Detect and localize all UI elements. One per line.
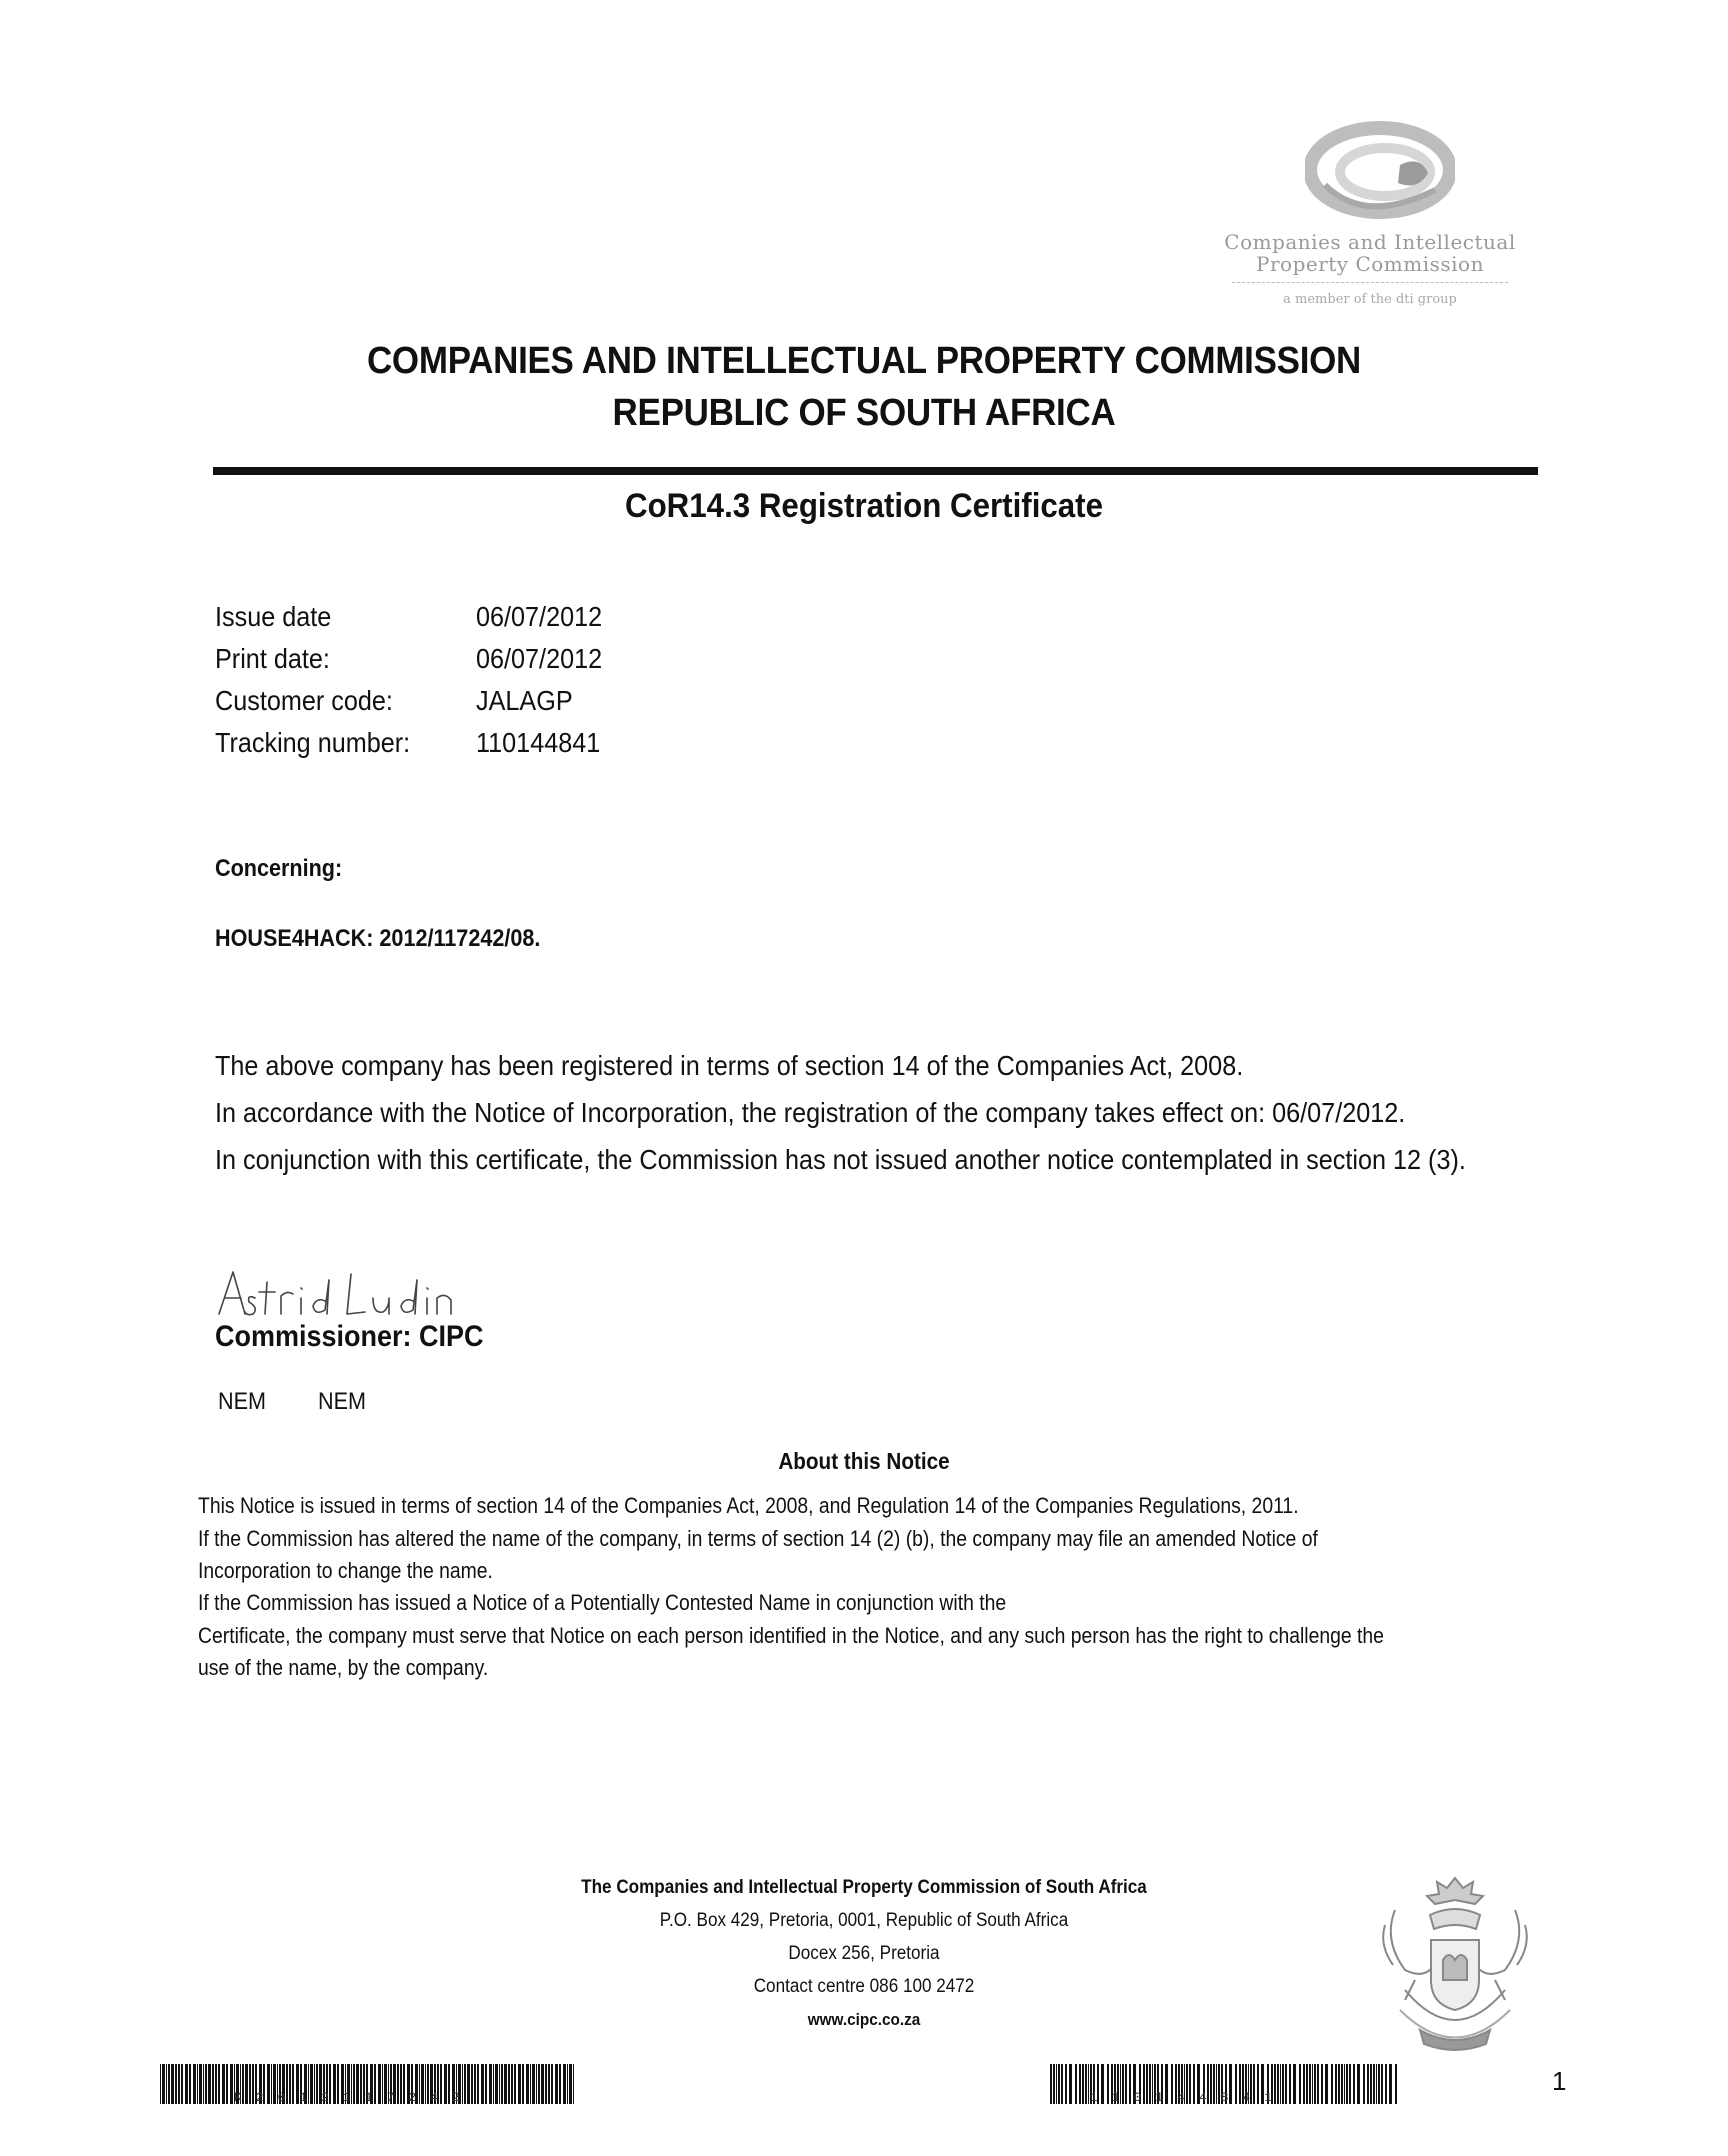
footer-docex: Docex 256, Pretoria — [788, 1943, 940, 1964]
barcode-bar — [563, 2064, 566, 2104]
barcode-bar — [541, 2064, 544, 2104]
issue-date-row — [215, 601, 602, 633]
barcode-bar — [1331, 2064, 1333, 2104]
barcode-bar — [1376, 2064, 1377, 2104]
about-line-2: If the Commission has altered the name of the company, in terms of section 14 (2) (b), the company may file an amended Notice of — [198, 1526, 1318, 1551]
about-line-1: This Notice is issued in terms of section 14 of the Companies Act, 2008, and Regulation 14 of the Companies Regulations, 2011. — [198, 1493, 1299, 1518]
barcode-bar — [1344, 2064, 1345, 2104]
barcode-bar — [171, 2064, 174, 2104]
barcode-bar — [555, 2064, 558, 2104]
barcode-bar — [559, 2064, 561, 2104]
print-date-row — [215, 643, 602, 675]
barcode-bar — [536, 2064, 537, 2104]
barcode-bar — [548, 2064, 550, 2104]
barcode-bar — [1385, 2064, 1387, 2104]
logo-line-2: Property Commission — [1256, 252, 1484, 276]
barcode-bar — [569, 2064, 572, 2104]
customer-code-row — [215, 685, 573, 717]
barcode-bar — [175, 2064, 177, 2104]
barcode-bar — [1346, 2064, 1348, 2104]
barcode-bar — [1353, 2064, 1355, 2104]
barcode-bar — [1367, 2064, 1369, 2104]
barcode-bar — [1378, 2064, 1380, 2104]
barcode-bar — [162, 2064, 165, 2104]
barcode-bar — [212, 2064, 214, 2104]
body-paragraph-1: The above company has been registered in terms of section 14 of the Companies Act, 2008. — [215, 1050, 1244, 1081]
logo-divider — [1232, 282, 1508, 283]
barcode-bar — [1395, 2064, 1397, 2104]
barcode-bar — [1050, 2064, 1052, 2104]
barcode-bar — [1357, 2064, 1360, 2104]
handwritten-signature — [215, 1262, 455, 1322]
footer-contact: Contact centre 086 100 2472 — [753, 1976, 975, 1997]
footer-address: P.O. Box 429, Pretoria, 0001, Republic of South Africa — [659, 1910, 1069, 1931]
barcode-bar — [1309, 2064, 1311, 2104]
barcode-bar — [1389, 2064, 1392, 2104]
barcode-bar — [199, 2064, 202, 2104]
print-date-label: Print date: — [215, 643, 330, 674]
barcode-bar — [1306, 2064, 1308, 2104]
page-number: 1 — [1552, 2066, 1567, 2096]
barcode-bar — [511, 2064, 513, 2104]
barcode-left-digits: K2012117242 — [234, 2090, 474, 2105]
barcode-bar — [1065, 2064, 1067, 2104]
barcode-bar — [526, 2064, 529, 2104]
barcode-bar — [495, 2064, 498, 2104]
barcode-bar — [1321, 2064, 1323, 2104]
barcode-bar — [203, 2064, 204, 2104]
barcode-bar — [499, 2064, 500, 2104]
barcode-bar — [168, 2064, 170, 2104]
barcode-bar — [1082, 2064, 1084, 2104]
barcode-bar — [508, 2064, 510, 2104]
barcode-bar — [197, 2064, 198, 2104]
customer-code-value: JALAGP — [476, 685, 573, 716]
issue-date-label: Issue date — [215, 601, 332, 632]
barcode-bar — [1053, 2064, 1055, 2104]
reference-code-1: NEM — [218, 1388, 267, 1415]
barcode-bar — [1338, 2064, 1340, 2104]
barcode-bar — [189, 2064, 191, 2104]
barcode-bar — [477, 2064, 479, 2104]
cipc-swoosh-icon — [1305, 110, 1455, 230]
tracking-number-label: Tracking number: — [215, 727, 411, 758]
barcode-bar — [1069, 2064, 1072, 2104]
barcode-bar — [185, 2064, 188, 2104]
barcode-bar — [230, 2064, 233, 2104]
barcode-bar — [474, 2064, 476, 2104]
certificate-title: CoR14.3 Registration Certificate — [624, 487, 1104, 525]
logo-tagline: a member of the dti group — [1283, 292, 1457, 307]
header-divider — [213, 467, 1538, 475]
reference-code-2: NEM — [318, 1388, 367, 1415]
logo-line-1: Companies and Intellectual — [1224, 230, 1516, 254]
barcode-bar — [178, 2064, 180, 2104]
customer-code-label: Customer code: — [215, 685, 393, 716]
barcode-bar — [205, 2064, 207, 2104]
barcode-bar — [1381, 2064, 1383, 2104]
footer-org: The Companies and Intellectual Property Commission of South Africa — [581, 1877, 1147, 1898]
barcode-bar — [501, 2064, 503, 2104]
barcode-bar — [1085, 2064, 1087, 2104]
barcode-bar — [1373, 2064, 1375, 2104]
coat-of-arms-icon — [1375, 1870, 1535, 2055]
barcode-bar — [1299, 2064, 1301, 2104]
tracking-number-row — [215, 727, 600, 759]
cipc-logo — [1210, 110, 1530, 320]
barcode-bar — [218, 2064, 220, 2104]
barcode-bar — [573, 2064, 574, 2104]
barcode-bar — [208, 2064, 211, 2104]
barcode-bar — [1370, 2064, 1372, 2104]
about-line-3: Incorporation to change the name. — [198, 1558, 493, 1583]
barcode-bar — [518, 2064, 521, 2104]
barcode-bar — [545, 2064, 547, 2104]
barcode-bar — [489, 2064, 492, 2104]
company-registration: HOUSE4HACK: 2012/117242/08. — [215, 925, 541, 952]
barcode-bar — [485, 2064, 487, 2104]
barcode-bar — [1303, 2064, 1305, 2104]
barcode-bar — [1314, 2064, 1316, 2104]
about-line-4: If the Commission has issued a Notice of a Potentially Contested Name in conjunction with the — [198, 1590, 1007, 1615]
barcode-bar — [1058, 2064, 1060, 2104]
barcode-bar — [1312, 2064, 1313, 2104]
barcode-bar — [193, 2064, 196, 2104]
barcode-bar — [1056, 2064, 1057, 2104]
body-paragraph-3: In conjunction with this certificate, the Commission has not issued another notice contemplated in section 12 (3). — [215, 1144, 1466, 1175]
barcode-bar — [1075, 2064, 1077, 2104]
commissioner-title: Commissioner: CIPC — [215, 1320, 484, 1353]
barcode-bar — [1325, 2064, 1328, 2104]
barcode-bar — [160, 2064, 161, 2104]
barcode-bar — [226, 2064, 228, 2104]
about-line-6: use of the name, by the company. — [198, 1655, 489, 1680]
barcode-bar — [181, 2064, 183, 2104]
barcode-bar — [481, 2064, 484, 2104]
barcode-bar — [1317, 2064, 1319, 2104]
barcode-bar — [166, 2064, 167, 2104]
barcode-right-digits: 110144841 — [1090, 2090, 1287, 2105]
barcode-bar — [493, 2064, 494, 2104]
barcode-bar — [530, 2064, 531, 2104]
page-title: COMPANIES AND INTELLECTUAL PROPERTY COMMISSION — [366, 340, 1362, 382]
barcode-bar — [215, 2064, 217, 2104]
concerning-label: Concerning: — [215, 855, 343, 882]
barcode-bar — [522, 2064, 524, 2104]
barcode-bar — [1061, 2064, 1063, 2104]
barcode-bar — [1363, 2064, 1365, 2104]
barcode-bar — [504, 2064, 507, 2104]
barcode-bar — [551, 2064, 553, 2104]
barcode-bar — [1341, 2064, 1343, 2104]
barcode-bar — [532, 2064, 535, 2104]
barcode-bar — [1289, 2064, 1291, 2104]
about-heading: About this Notice — [778, 1448, 950, 1474]
barcode-bar — [1349, 2064, 1351, 2104]
issue-date-value: 06/07/2012 — [476, 601, 603, 632]
barcode-bar — [1335, 2064, 1337, 2104]
page-subtitle: REPUBLIC OF SOUTH AFRICA — [612, 392, 1116, 434]
tracking-number-value: 110144841 — [476, 727, 601, 758]
barcode-bar — [567, 2064, 568, 2104]
barcode-bar — [1293, 2064, 1296, 2104]
barcode-bar — [514, 2064, 516, 2104]
print-date-value: 06/07/2012 — [476, 643, 603, 674]
about-line-5: Certificate, the company must serve that Notice on each person identified in the Notice, and any such person has the right to challenge the — [198, 1623, 1384, 1648]
barcode-bar — [1088, 2064, 1089, 2104]
barcode-bar — [1079, 2064, 1081, 2104]
footer-website: www.cipc.co.za — [807, 2010, 921, 2029]
body-paragraph-2: In accordance with the Notice of Incorporation, the registration of the company takes effect on: 06/07/2012. — [215, 1097, 1406, 1128]
barcode-bar — [538, 2064, 540, 2104]
barcode-bar — [222, 2064, 225, 2104]
